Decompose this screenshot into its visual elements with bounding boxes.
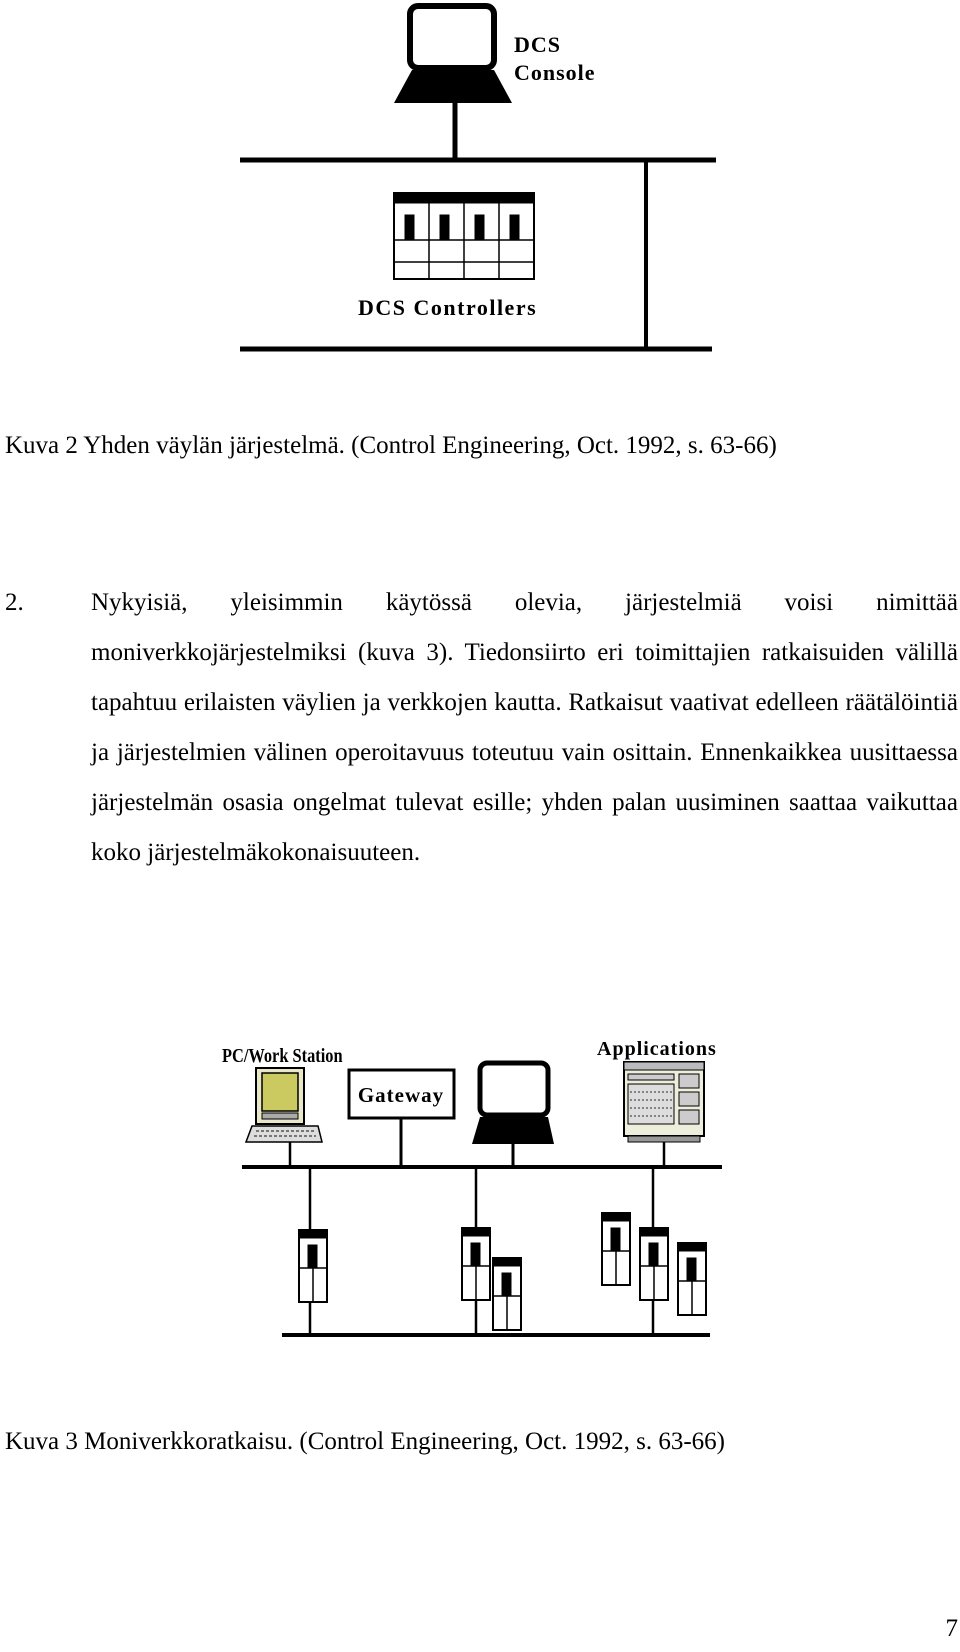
controller-module-icon [640, 1228, 668, 1300]
controller-module-icon [602, 1213, 630, 1285]
figure-single-bus [0, 0, 960, 380]
dcs-console-label-line2: Console [514, 60, 596, 85]
controller-module-icon [493, 1258, 521, 1330]
figure-2-caption: Kuva 2 Yhden väylän järjestelmä. (Control Engineering, Oct. 1992, s. 63-66) [5, 432, 777, 459]
body-paragraph [5, 578, 958, 878]
paragraph-number: 2. [5, 589, 24, 616]
applications-label: Applications [597, 1038, 717, 1060]
paragraph-text: Nykyisiä, yleisimmin käytössä olevia, järjestelmiä voisi nimittää moniverkkojärjestelmiksi (kuva 3). Tiedonsiirto eri toimittajien ratkaisuiden välillä tapahtuu erilaisten väylien ja verkkojen kautta. Ratkaisut vaativat edelleen räätälöintiä ja järjestelmien välinen operoitavuus toteutuu vain osittain. Ennenkaikkea uusittaessa järjestelmän osasia ongelmat tulevat esille; yhden palan uusiminen saattaa vaikuttaa koko järjestelmäkokonaisuuteen. [91, 589, 958, 866]
controller-module-icons [299, 1213, 706, 1330]
controller-module-icon [462, 1228, 490, 1300]
dcs-console-label-line1: DCS [514, 32, 562, 57]
dcs-console-icon [394, 6, 512, 160]
controller-module-icon [299, 1230, 327, 1302]
figure-multi-network [0, 1015, 960, 1380]
pc-workstation-icon [246, 1068, 322, 1142]
page-number: 7 [945, 1615, 958, 1642]
gateway-label: Gateway [357, 1083, 445, 1107]
dcs-controllers-label: DCS Controllers [358, 295, 538, 320]
dcs-controllers-icon [394, 193, 534, 279]
controller-module-icon [678, 1243, 706, 1315]
figure-3-caption: Kuva 3 Moniverkkoratkaisu. (Control Engineering, Oct. 1992, s. 63-66) [5, 1428, 726, 1455]
operator-monitor-icon [472, 1063, 554, 1167]
pc-workstation-label: PC/Work Station [222, 1044, 343, 1067]
applications-server-icon [624, 1062, 704, 1142]
